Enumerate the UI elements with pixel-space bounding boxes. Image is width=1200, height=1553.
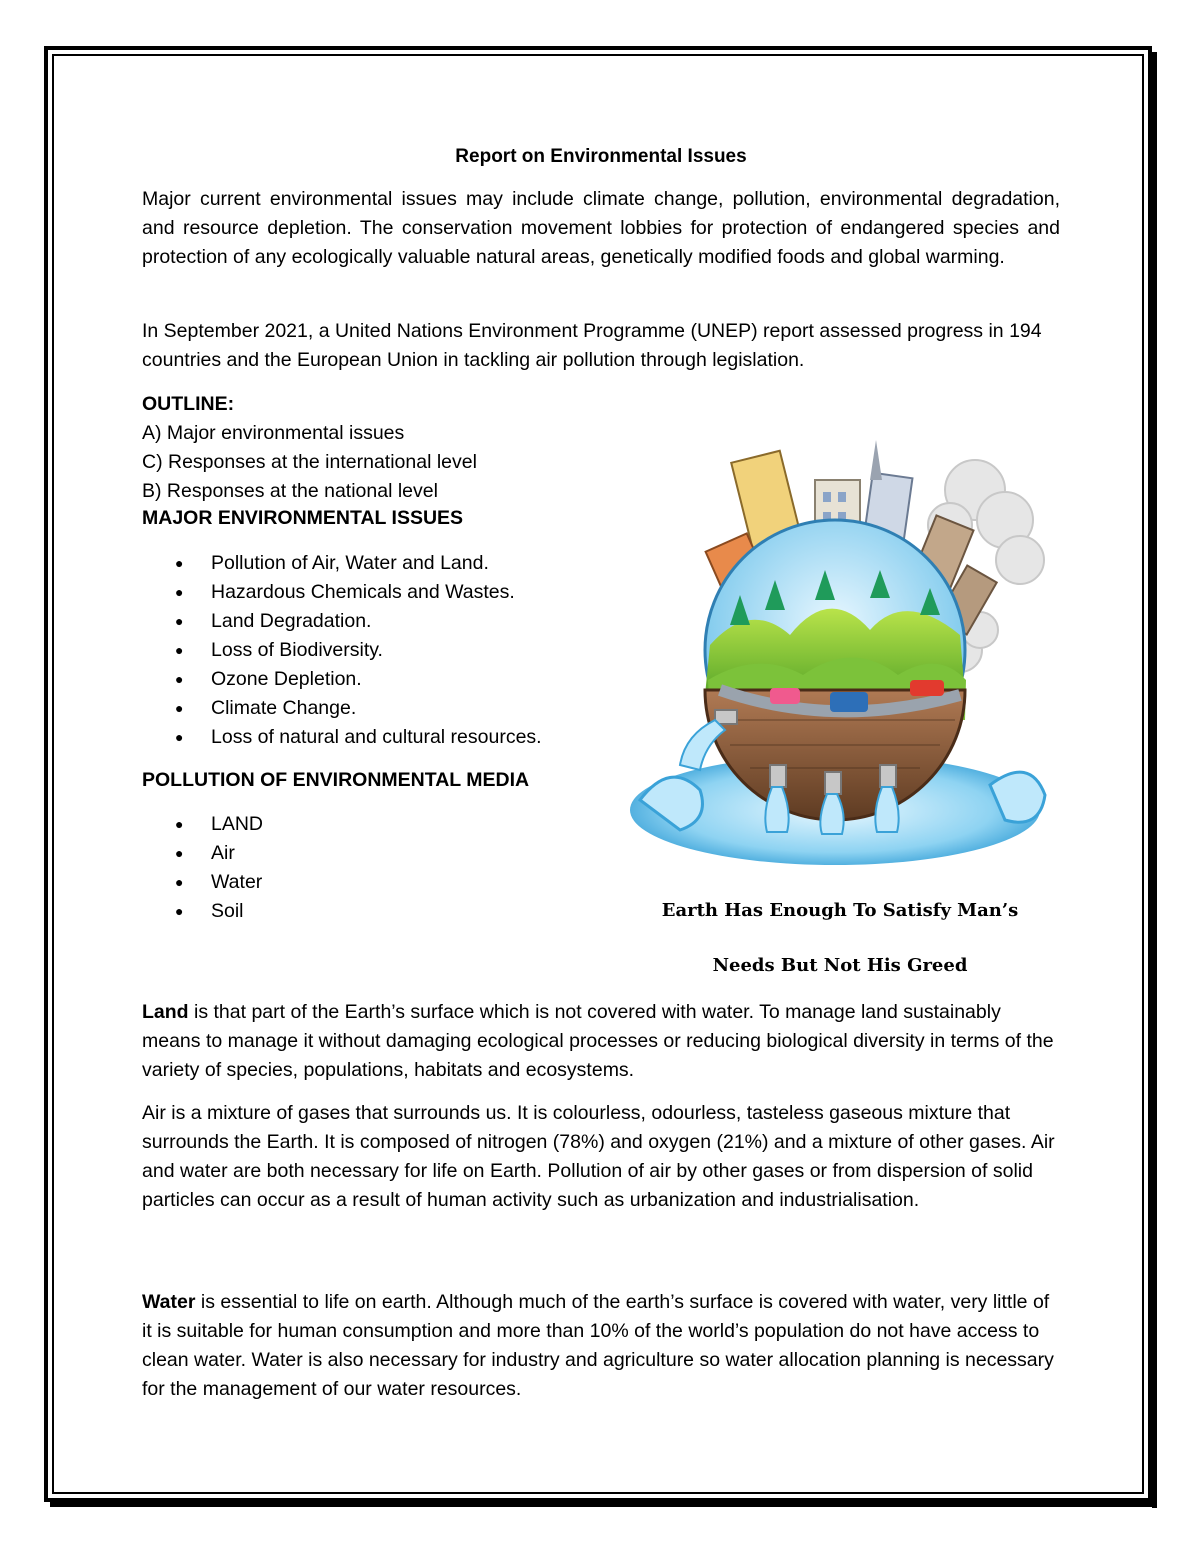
major-issues-list: [142, 549, 622, 752]
quote-line-2: Needs But Not His Greed: [712, 955, 968, 976]
intro-text-2: In September 2021, a United Nations Environment Programme (UNEP) report assessed progress in 194 countries and the European Union in tackling air pollution through legislation.: [142, 320, 1042, 371]
page-title: Report on Environmental Issues: [455, 146, 747, 167]
list-item: ● Soil: [142, 897, 542, 926]
water-term: Water: [142, 1291, 196, 1313]
car-icon: [830, 692, 868, 712]
outline-item: C) Responses at the international level: [142, 451, 477, 473]
water-section: [142, 1288, 1060, 1404]
list-item: ● Ozone Depletion.: [142, 665, 622, 694]
land-term: Land: [142, 1001, 189, 1023]
car-icon: [910, 680, 944, 696]
page-border-shadow-bottom: [50, 1502, 1157, 1507]
pollution-media-list: [142, 810, 542, 926]
intro-paragraph-1: [142, 185, 1060, 272]
list-item: ● Climate Change.: [142, 694, 622, 723]
list-item: ● Air: [142, 839, 542, 868]
list-item: ● Loss of Biodiversity.: [142, 636, 622, 665]
list-item: ● Hazardous Chemicals and Wastes.: [142, 578, 622, 607]
list-item: ● Pollution of Air, Water and Land.: [142, 549, 622, 578]
intro-paragraph-2: [142, 317, 1060, 375]
major-issues-list-block: [142, 549, 622, 752]
intro-text-1: Major current environmental issues may include climate change, pollution, environmental degradation, and resource depletion. The conservation movement lobbies for protection of endangered species and protection of any ecologically valuable natural areas, genetically modified foods and global warming.: [142, 188, 1060, 268]
quote-line-1: Earth Has Enough To Satisfy Man’s: [661, 900, 1019, 921]
land-section: [142, 998, 1060, 1085]
pollution-media-heading: POLLUTION OF ENVIRONMENTAL MEDIA: [142, 769, 530, 791]
land-text: is that part of the Earth’s surface which is not covered with water. To manage land sustainably means to manage it without damaging ecological processes or reducing biological diversity in terms of the variety of species, populations, habitats and ecosystems.: [142, 1001, 1054, 1081]
water-text: is essential to life on earth. Although much of the earth’s surface is covered with water, very little of it is suitable for human consumption and more than 10% of the world’s population do not have access to clean water. Water is also necessary for industry and agriculture so water allocation planning is necessary for the management of our water resources.: [142, 1291, 1054, 1400]
pollution-media-list-block: [142, 810, 542, 926]
outline-section: [142, 390, 622, 530]
outline-item: A) Major environmental issues: [142, 422, 405, 444]
major-issues-heading: MAJOR ENVIRONMENTAL ISSUES: [142, 507, 464, 529]
outline-heading: OUTLINE:: [142, 393, 235, 415]
list-item: ● Land Degradation.: [142, 607, 622, 636]
earth-city-illustration: [620, 420, 1060, 880]
outline-item: B) Responses at the national level: [142, 480, 438, 502]
land-paragraph: [142, 998, 1060, 1085]
air-section: [142, 1099, 1060, 1215]
water-paragraph: [142, 1288, 1060, 1404]
car-icon: [770, 688, 800, 704]
list-item: ● Water: [142, 868, 542, 897]
list-item: ● LAND: [142, 810, 542, 839]
list-item: ● Loss of natural and cultural resources.: [142, 723, 622, 752]
air-paragraph: Air is a mixture of gases that surrounds us. It is colourless, odourless, tasteless gaseous mixture that surrounds the Earth. It is composed of nitrogen (78%) and oxygen (21%) and a mixture of other gases. Air and water are both necessary for life on Earth. Pollution of air by other gases or from dispersion of solid particles can occur as a result of human activity such as urbanization and industrialisation.: [142, 1102, 1055, 1211]
page-border-shadow-right: [1152, 52, 1157, 1508]
